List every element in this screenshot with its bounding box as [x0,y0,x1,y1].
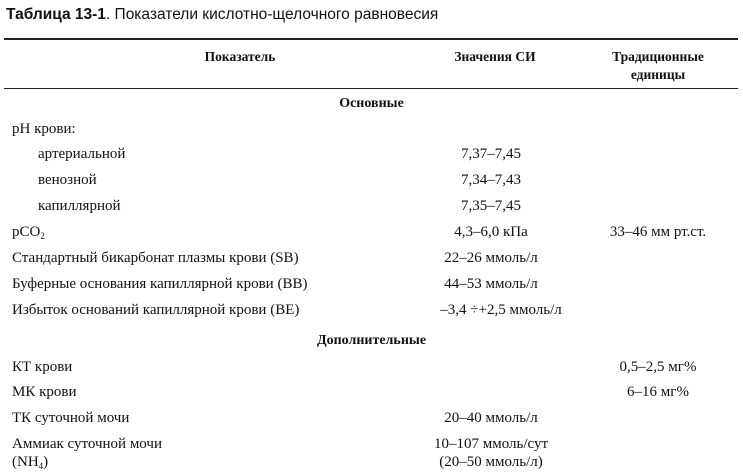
row-si-value: 10–107 ммоль/сут [433,436,549,452]
row-label: Буферные основания капиллярной крови (BB) [12,276,308,292]
pco2-text: pCO [12,224,41,240]
row-si-value: 22–26 ммоль/л [444,250,538,266]
row-label: КТ крови [12,359,73,375]
section-additional: Дополнительные [316,333,427,348]
row-si-value: 7,37–7,45 [461,146,521,162]
table-row-continuation [0,454,743,472]
nh4-text: (NH [12,454,39,470]
row-traditional-value: 6–16 мг% [627,384,689,400]
header-indicator: Показатель [204,49,276,64]
table-row [0,172,743,198]
row-si-value: 7,34–7,43 [461,172,521,188]
row-si-value: –3,4 ÷+2,5 ммоль/л [440,302,562,318]
row-label: капиллярной [38,198,121,214]
nh4-subscript: 4 [38,461,44,471]
nh4-close: ) [43,454,49,470]
table-caption [6,6,438,24]
table-row [0,146,743,172]
table-row [0,250,743,276]
row-traditional-value: 0,5–2,5 мг% [619,359,697,375]
table-row [0,198,743,224]
header-traditional [588,48,728,84]
table-top-rule [4,38,738,40]
table-row [0,410,743,436]
header-si: Значения СИ [454,49,536,64]
header-traditional-line2: единицы [630,67,686,82]
row-label: МК крови [12,384,77,400]
table-number: Таблица 13-1 [6,6,106,23]
row-label [12,224,45,241]
row-si-value: (20–50 ммоль/л) [439,454,543,470]
table-row [0,224,743,250]
row-si-value: 4,3–6,0 кПа [454,224,528,240]
row-si-value: 7,35–7,45 [461,198,521,214]
header-traditional-line1: Традиционные [612,49,704,64]
row-si-value: 20–40 ммоль/л [444,410,538,426]
header-bottom-rule [4,88,738,89]
row-label: Стандартный бикарбонат плазмы крови (SB) [12,250,299,266]
row-label: Аммиак суточной мочи [12,436,162,452]
row-label: Избыток оснований капиллярной крови (BE) [12,302,300,318]
row-label: pH крови: [12,121,76,137]
table-row [0,302,743,328]
pco2-subscript: 2 [40,231,45,241]
table-row [0,121,743,147]
row-label: венозной [38,172,97,188]
table-row [0,384,743,410]
row-label: артериальной [38,146,126,162]
section-main: Основные [339,96,404,111]
row-label: ТК суточной мочи [12,410,130,426]
row-traditional-value: 33–46 мм рт.ст. [609,224,707,240]
table-row [0,359,743,385]
row-label [12,454,48,471]
table-row [0,276,743,302]
row-si-value: 44–53 ммоль/л [444,276,538,292]
table-title: . Показатели кислотно-щелочного равновесия [105,6,439,23]
